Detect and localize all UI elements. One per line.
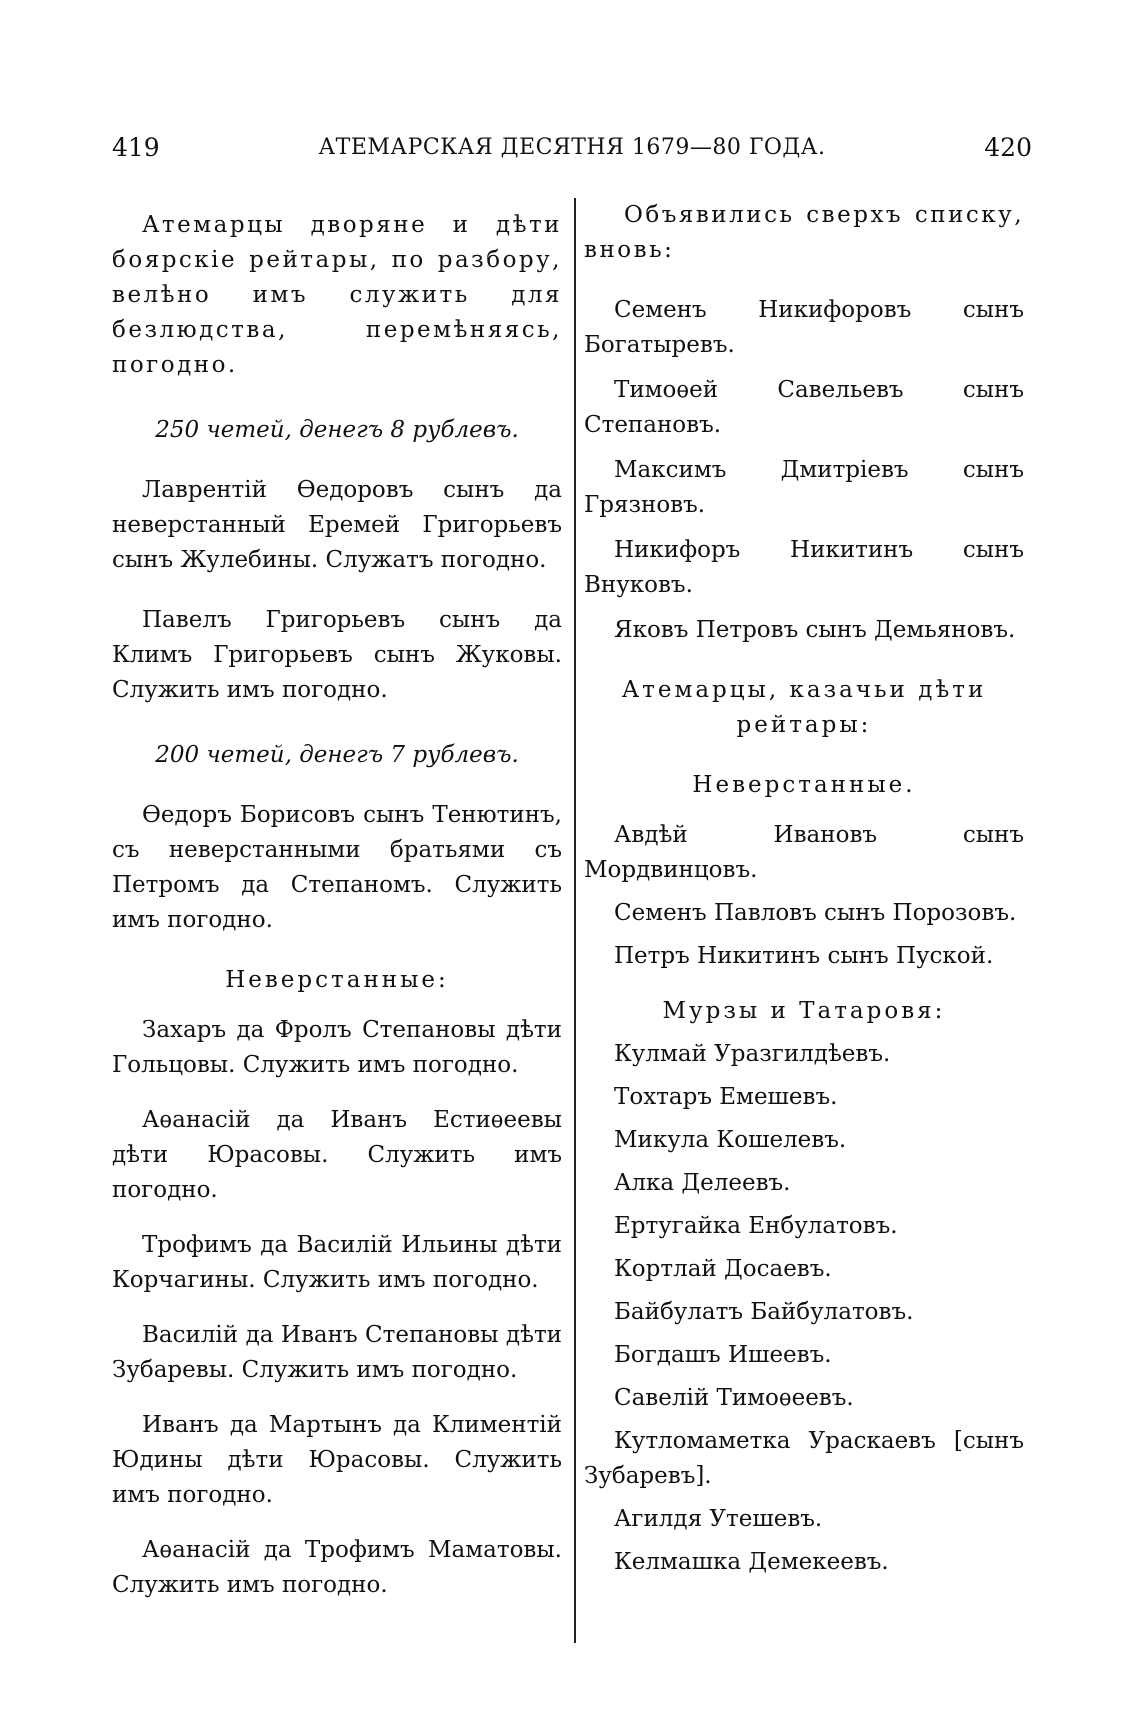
left-column	[112, 198, 562, 1603]
left-entry-zubarevy: Василій да Иванъ Степановы дѣти Зубаревы. Служить имъ погодно.	[112, 1322, 562, 1383]
right-tatar-entry: Тохтаръ Емешевъ.	[614, 1084, 838, 1110]
right-column	[584, 198, 1024, 1580]
left-entry-goltsovy: Захаръ да Фролъ Степановы дѣти Гольцовы. Служить имъ погодно.	[112, 1017, 562, 1078]
left-entry-mamatovy: Аѳанасій да Трофимъ Маматовы. Служить имъ погодно.	[112, 1537, 562, 1598]
right-entry-demyanov: Яковъ Петровъ сынъ Демьяновъ.	[614, 617, 1016, 643]
right-entry-mordvintsov: Авдѣй Ивановъ сынъ Мордвинцовъ.	[584, 822, 1024, 883]
right-heading-kazachi: Атемарцы, казачьи дѣти рейтары:	[621, 677, 987, 738]
right-entry-puskoy: Петръ Никитинъ сынъ Пуской.	[614, 943, 994, 969]
left-heading-200: 200 четей, денегъ 7 рублевъ.	[155, 742, 519, 768]
page-number-left: 419	[112, 133, 160, 162]
right-tatar-entry: Агилдя Утешевъ.	[614, 1506, 823, 1532]
left-entry-yurasovy: Аѳанасій да Иванъ Естиѳеевы дѣти Юрасовы. Служить имъ погодно.	[112, 1107, 562, 1203]
right-tatar-entry: Богдашъ Ишеевъ.	[614, 1342, 832, 1368]
left-entry-korchaginy: Трофимъ да Василій Ильины дѣти Корчагины. Служить имъ погодно.	[112, 1232, 562, 1293]
left-intro-paragraph: Атемарцы дворяне и дѣти боярскіе рейтары, по разбору, велѣно имъ служить для безлюдства, перемѣняясь, погодно.	[112, 212, 562, 378]
left-entry-yudiny: Иванъ да Мартынъ да Климентій Юдины дѣти Юрасовы. Служить имъ погодно.	[112, 1412, 562, 1508]
left-heading-neverstannye: Неверстанные:	[225, 967, 449, 993]
right-tatar-entry: Байбулатъ Байбулатовъ.	[614, 1299, 914, 1325]
right-entry-bogatyrev: Семенъ Никифоровъ сынъ Богатыревъ.	[584, 297, 1024, 358]
running-header	[112, 133, 1032, 169]
left-heading-250: 250 четей, денегъ 8 рублевъ.	[155, 417, 519, 443]
right-tatar-entry: Кутломаметка Ураскаевъ [сынъ Зубаревъ].	[584, 1428, 1024, 1489]
running-title: АТЕМАРСКАЯ ДЕСЯТНЯ 1679—80 ГОДА.	[318, 135, 826, 160]
right-tatar-entry: Кортлай Досаевъ.	[614, 1256, 832, 1282]
right-tatar-entry: Савелій Тимоѳеевъ.	[614, 1385, 854, 1411]
right-tatar-entry: Микула Кошелевъ.	[614, 1127, 847, 1153]
left-entry-zhukovy: Павелъ Григорьевъ сынъ да Климъ Григорьевъ сынъ Жуковы. Служить имъ погодно.	[112, 607, 562, 703]
right-tatar-entry: Алка Делеевъ.	[614, 1170, 791, 1196]
right-tatar-entry: Ертугайка Енбулатовъ.	[614, 1213, 898, 1239]
left-entry-tenyutin: Ѳедоръ Борисовъ сынъ Тенютинъ, съ неверстанными братьями съ Петромъ да Степаномъ. Служить имъ погодно.	[112, 802, 562, 933]
right-entry-gryaznov: Максимъ Дмитріевъ сынъ Грязновъ.	[584, 457, 1024, 518]
page-number-right: 420	[984, 133, 1032, 162]
right-entry-stepanov: Тимоѳей Савельевъ сынъ Степановъ.	[584, 377, 1024, 438]
right-entry-vnukov: Никифоръ Никитинъ сынъ Внуковъ.	[584, 537, 1024, 598]
right-entry-porozov: Семенъ Павловъ сынъ Порозовъ.	[614, 900, 1017, 926]
right-intro-paragraph: Объявились сверхъ списку, вновь:	[584, 202, 1024, 263]
right-heading-murzy: Мурзы и Татаровя:	[662, 998, 946, 1024]
column-divider	[574, 198, 576, 1643]
right-heading-neverstannye: Неверстанные.	[692, 772, 916, 798]
right-tatar-entry: Кулмай Уразгилдѣевъ.	[614, 1041, 891, 1067]
right-tatar-entry: Келмашка Демекеевъ.	[614, 1549, 889, 1575]
left-entry-zhulebiny: Лаврентій Ѳедоровъ сынъ да неверстанный Еремей Григорьевъ сынъ Жулебины. Служатъ погодно.	[112, 477, 562, 573]
